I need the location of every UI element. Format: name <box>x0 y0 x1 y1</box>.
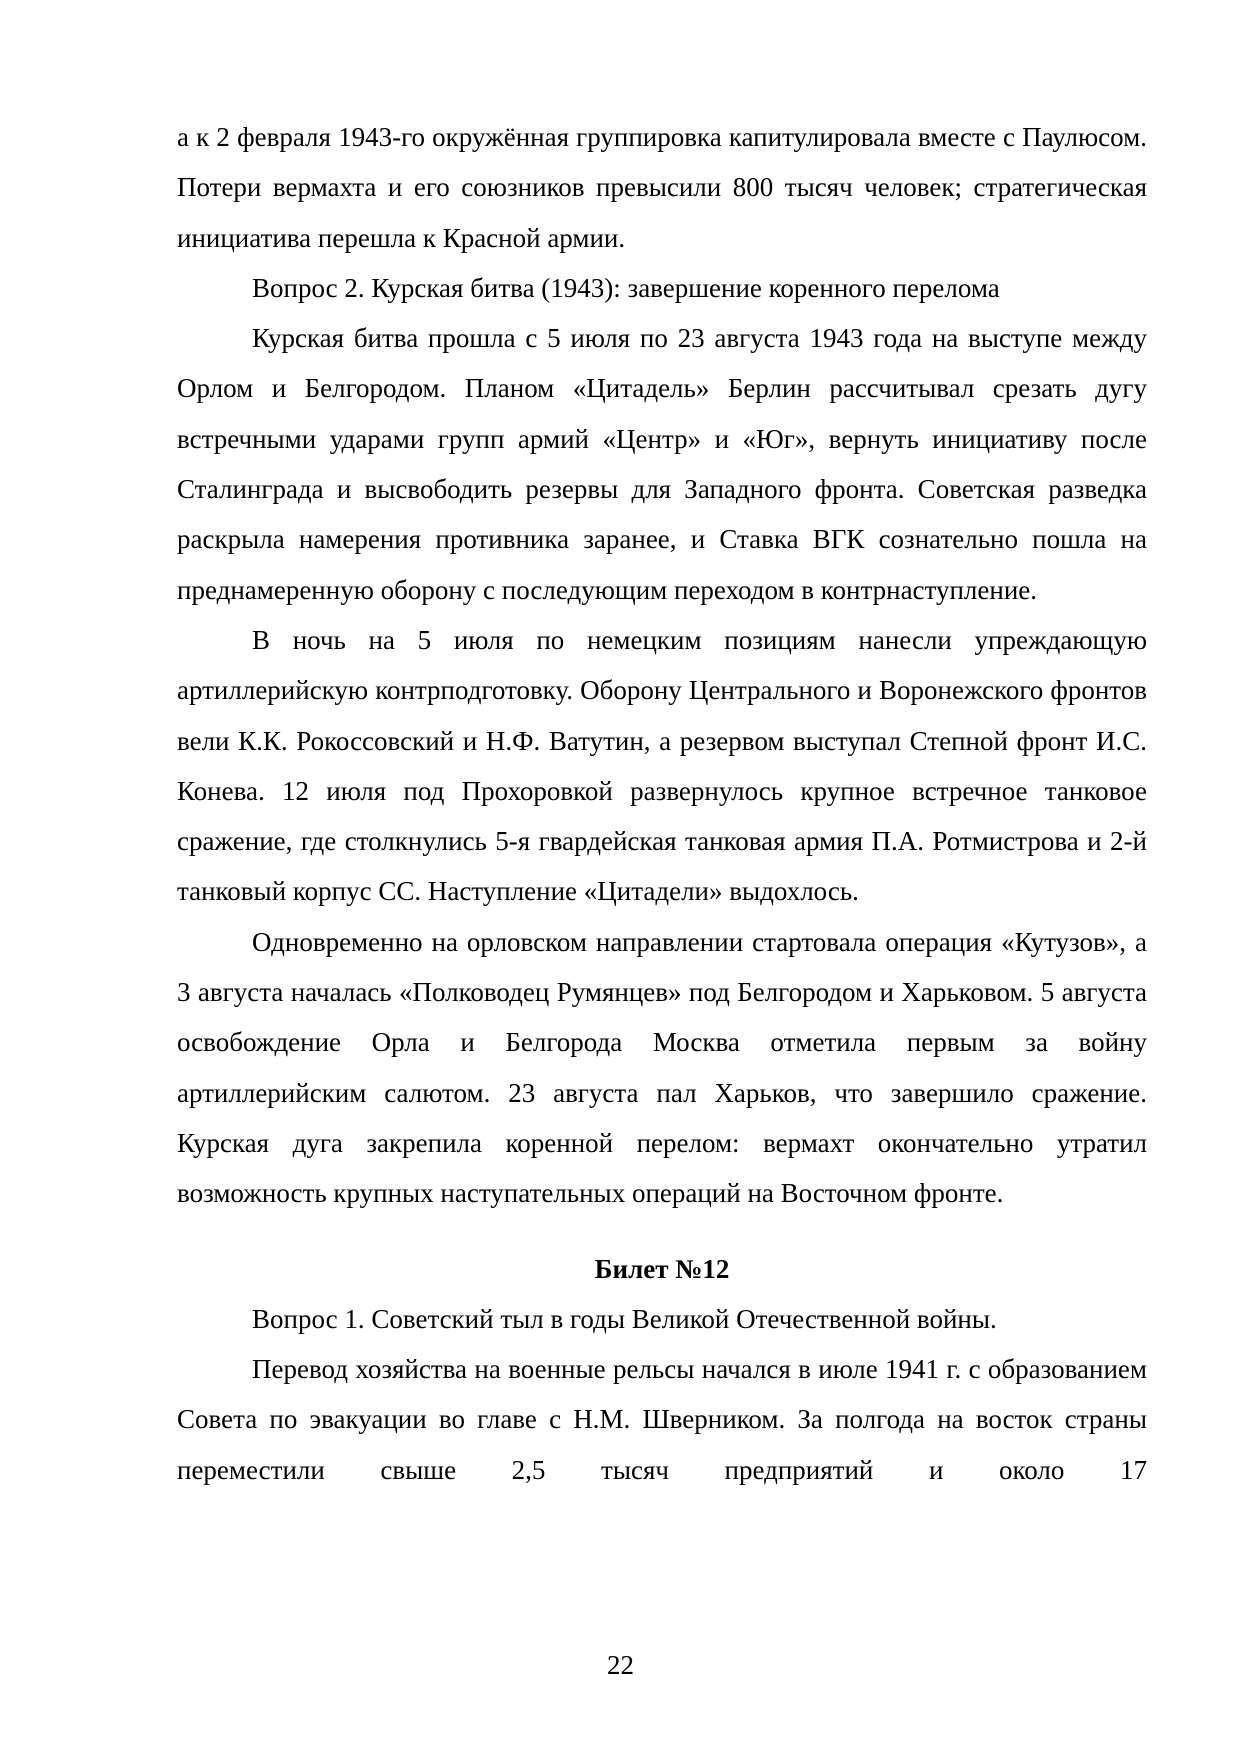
ticket-heading: Билет №12 <box>594 1253 730 1284</box>
paragraph-kursk-intro: Курская битва прошла с 5 июля по 23 августа 1943 года на выступе между Орлом и Белгородом. Планом «Цитадель» Берлин рассчитывал срезать дугу встречными ударами групп армий «Центр» и «Юг», вернуть инициативу после Сталинграда и высвободить резервы для Западного фронта. Советская разведка раскрыла намерения противника заранее, и Ставка ВГК сознательно пошла на преднамеренную оборону с последующим переходом в контрнаступление. <box>177 323 1147 605</box>
paragraph-stalingrad-end: а к 2 февраля 1943-го окружённая группировка капитулировала вместе с Паулюсом. Потери вермахта и его союзников превысили 800 тысяч человек; стратегическая инициатива перешла к Красной армии. <box>177 122 1147 253</box>
text-body <box>177 112 1147 1495</box>
paragraph-home-front: Перевод хозяйства на военные рельсы начался в июле 1941 г. с образованием Совета по эвакуации во главе с Н.М. Шверником. За полгода на восток страны переместили свыше 2,5 тысяч предприятий и около 17 <box>177 1354 1147 1485</box>
paragraph-kursk-offensive: Одновременно на орловском направлении стартовала операция «Кутузов», а 3 августа началась «Полководец Румянцев» под Белгородом и Харьковом. 5 августа освобождение Орла и Белгорода Москва отметила первым за войну артиллерийским салютом. 23 августа пал Харьков, что завершило сражение. Курская дуга закрепила коренной перелом: вермахт окончательно утратил возможность крупных наступательных операций на Восточном фронте. <box>177 926 1147 1209</box>
question-2-heading: Вопрос 2. Курская битва (1943): завершение коренного перелома <box>252 272 1000 303</box>
page-number: 22 <box>607 1650 634 1680</box>
question-1-heading: Вопрос 1. Советский тыл в годы Великой Отечественной войны. <box>252 1303 997 1334</box>
paragraph-kursk-defense: В ночь на 5 июля по немецким позициям нанесли упреждающую артиллерийскую контрподготовку. Оборону Центрального и Воронежского фронтов вели К.К. Рокоссовский и Н.Ф. Ватутин, а резервом выступал Степной фронт И.С. Конева. 12 июля под Прохоровкой развернулось крупное встречное танковое сражение, где столкнулись 5-я гвардейская танковая армия П.А. Ротмистрова и 2-й танковый корпус СС. Наступление «Цитадели» выдохлось. <box>177 624 1147 907</box>
